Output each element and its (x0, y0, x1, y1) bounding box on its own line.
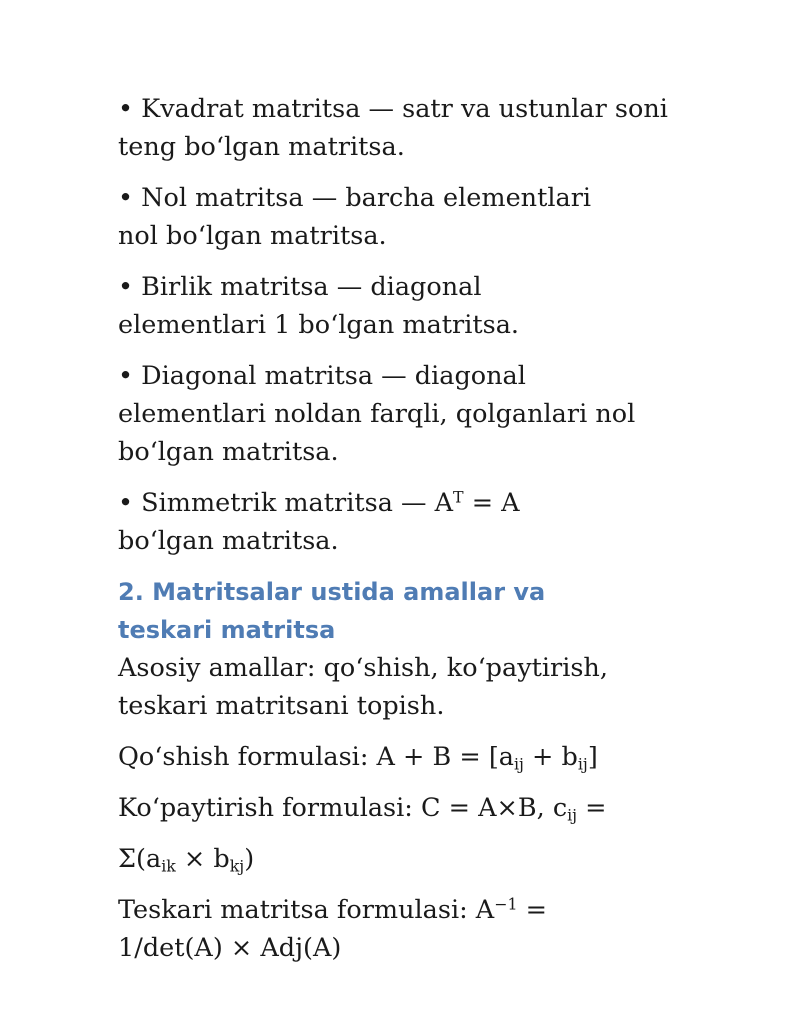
term: Nol matritsa (141, 183, 304, 213)
formula-part: = (577, 793, 607, 823)
definition-text: satr va ustunlar soni teng bo‘lgan matritsa. (118, 94, 668, 162)
bullet: • (118, 94, 134, 124)
transpose-superscript: T (453, 487, 464, 507)
definition-zero-matrix (118, 179, 618, 255)
subscript: ij (577, 754, 588, 774)
inverse-formula (118, 891, 658, 967)
definition-identity-matrix (118, 268, 628, 344)
dash: — (401, 488, 427, 518)
bullet: • (118, 183, 134, 213)
definition-text: diagonal elementlari 1 bo‘lgan matritsa. (118, 272, 520, 340)
dash: — (311, 183, 338, 213)
definition-diagonal-matrix (118, 357, 678, 471)
formula-part: = 1/det(A) × Adj(A) (118, 895, 548, 963)
formula-part: + b (523, 742, 578, 772)
bullet: • (118, 272, 134, 302)
multiplication-label: Ko‘paytirish formulasi: C = A×B, c (118, 793, 568, 823)
definition-square-matrix (118, 90, 718, 166)
intro-text: Asosiy amallar: qo‘shish, ko‘paytirish, teskari matritsani topish. (118, 653, 608, 721)
formula-part: ) (244, 844, 255, 874)
inverse-label: Teskari matritsa formulasi: A (118, 895, 495, 925)
formula-part: × b (175, 844, 230, 874)
definition-text: barcha elementlari nol bo‘lgan matritsa. (118, 183, 592, 251)
document-page (118, 90, 718, 980)
term: Birlik matritsa (141, 272, 329, 302)
definition-symmetric-matrix (118, 484, 608, 560)
multiplication-formula (118, 789, 718, 827)
definition-text: diagonal elementlari noldan farqli, qolganlari nol bo‘lgan matritsa. (118, 361, 636, 467)
addition-formula (118, 738, 718, 776)
matrix-symbol: A (434, 488, 454, 518)
subscript: ij (567, 805, 578, 825)
subscript: ij (514, 754, 524, 774)
dash: — (381, 361, 407, 391)
term: Kvadrat matritsa (141, 94, 361, 124)
definition-text: = A bo‘lgan matritsa. (118, 488, 520, 556)
section-heading: 2. Matritsalar ustida amallar va teskari matritsa (118, 578, 546, 644)
subscript: kj (229, 856, 245, 876)
superscript: −1 (494, 894, 518, 914)
addition-label: Qo‘shish formulasi: A + B = [a (118, 742, 514, 772)
term: Simmetrik matritsa (141, 488, 393, 518)
term: Diagonal matritsa (141, 361, 374, 391)
bullet: • (118, 488, 134, 518)
formula-part: Σ(a (118, 844, 162, 874)
formula-part: ] (587, 742, 598, 772)
multiplication-formula-sum (118, 840, 718, 878)
subscript: ik (161, 856, 176, 876)
dash: — (368, 94, 395, 124)
bullet: • (118, 361, 134, 391)
dash: — (336, 272, 363, 302)
operations-intro (118, 649, 678, 725)
